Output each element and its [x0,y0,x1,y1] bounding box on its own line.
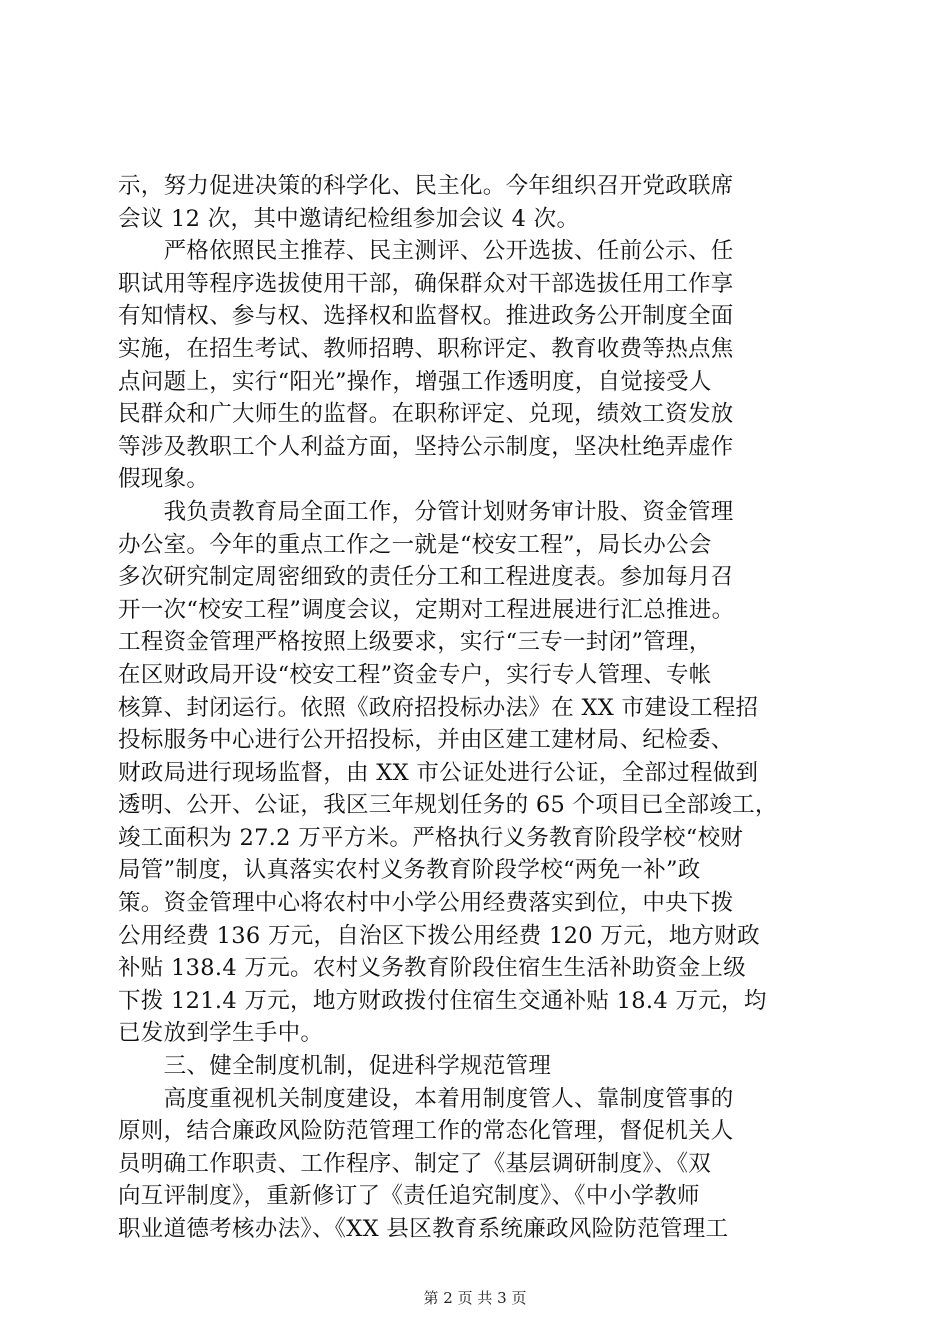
text-line: 投标服务中心进行公开招投标，并由区建工建材局、纪检委、 [118,727,734,754]
paragraph-start-line: 严格依照民主推荐、民主测评、公开选拔、任前公示、任 [118,238,734,265]
text-line: 透明、公开、公证，我区三年规划任务的 65 个项目已全部竣工， [118,792,778,819]
document-body [118,170,838,1246]
text-line: 公用经费 136 万元，自治区下拨公用经费 120 万元，地方财政 [118,922,760,949]
text-line: 向互评制度》，重新修订了《责任追究制度》、《中小学教师 [118,1183,700,1210]
page-number-footer: 第 2 页 共 3 页 [423,1289,527,1307]
text-line: 下拨 121.4 万元，地方财政拨付住宿生交通补贴 18.4 万元，均 [118,987,767,1014]
text-line: 员明确工作职责、工作程序、制定了《基层调研制度》、《双 [118,1150,712,1177]
text-line: 会议 12 次，其中邀请纪检组参加会议 4 次。 [118,205,580,232]
text-line: 工程资金管理严格按照上级要求，实行“三专一封闭”管理， [118,629,712,656]
text-line: 竣工面积为 27.2 万平方米。严格执行义务教育阶段学校“校财 [118,824,744,851]
text-line: 补贴 138.4 万元。农村义务教育阶段住宿生生活补助资金上级 [118,955,747,982]
text-line: 开一次“校安工程”调度会议，定期对工程进展进行汇总推进。 [118,596,735,623]
text-line: 有知情权、参与权、选择权和监督权。推进政务公开制度全面 [118,303,734,330]
text-line: 局管”制度，认真落实农村义务教育阶段学校“两免一补”政 [118,857,701,884]
text-line: 核算、封闭运行。依照《政府招投标办法》在 XX 市建设工程招 [118,694,759,721]
text-line: 等涉及教职工个人利益方面，坚持公示制度，坚决杜绝弄虚作 [118,433,734,460]
text-line: 实施，在招生考试、教师招聘、职称评定、教育收费等热点焦 [118,335,734,362]
text-line: 点问题上，实行“阳光”操作，增强工作透明度，自觉接受人 [118,368,712,395]
text-line: 民群众和广大师生的监督。在职称评定、兑现，绩效工资发放 [118,401,734,428]
text-line: 原则，结合廉政风险防范管理工作的常态化管理，督促机关人 [118,1118,734,1145]
text-line: 职试用等程序选拔使用干部，确保群众对干部选拔任用工作享 [118,270,734,297]
text-line: 示，努力促进决策的科学化、民主化。今年组织召开党政联席 [118,173,734,199]
text-line: 已发放到学生手中。 [118,1020,324,1047]
text-line: 财政局进行现场监督，由 XX 市公证处进行公证，全部过程做到 [118,759,759,786]
section-heading: 三、健全制度机制，促进科学规范管理 [118,1053,552,1080]
text-line: 多次研究制定周密细致的责任分工和工程进度表。参加每月召 [118,564,734,591]
text-line: 在区财政局开设“校安工程”资金专户，实行专人管理、专帐 [118,661,712,688]
text-line: 假现象。 [118,466,210,493]
text-line: 职业道德考核办法》、《XX 县区教育系统廉政风险防范管理工 [118,1216,729,1242]
paragraph-start-line: 我负责教育局全面工作，分管计划财务审计股、资金管理 [118,498,734,525]
text-line: 办公室。今年的重点工作之一就是“校安工程”，局长办公会 [118,531,712,558]
text-line: 策。资金管理中心将农村中小学公用经费落实到位，中央下拨 [118,890,734,917]
paragraph-start-line: 高度重视机关制度建设，本着用制度管人、靠制度管事的 [118,1085,734,1112]
